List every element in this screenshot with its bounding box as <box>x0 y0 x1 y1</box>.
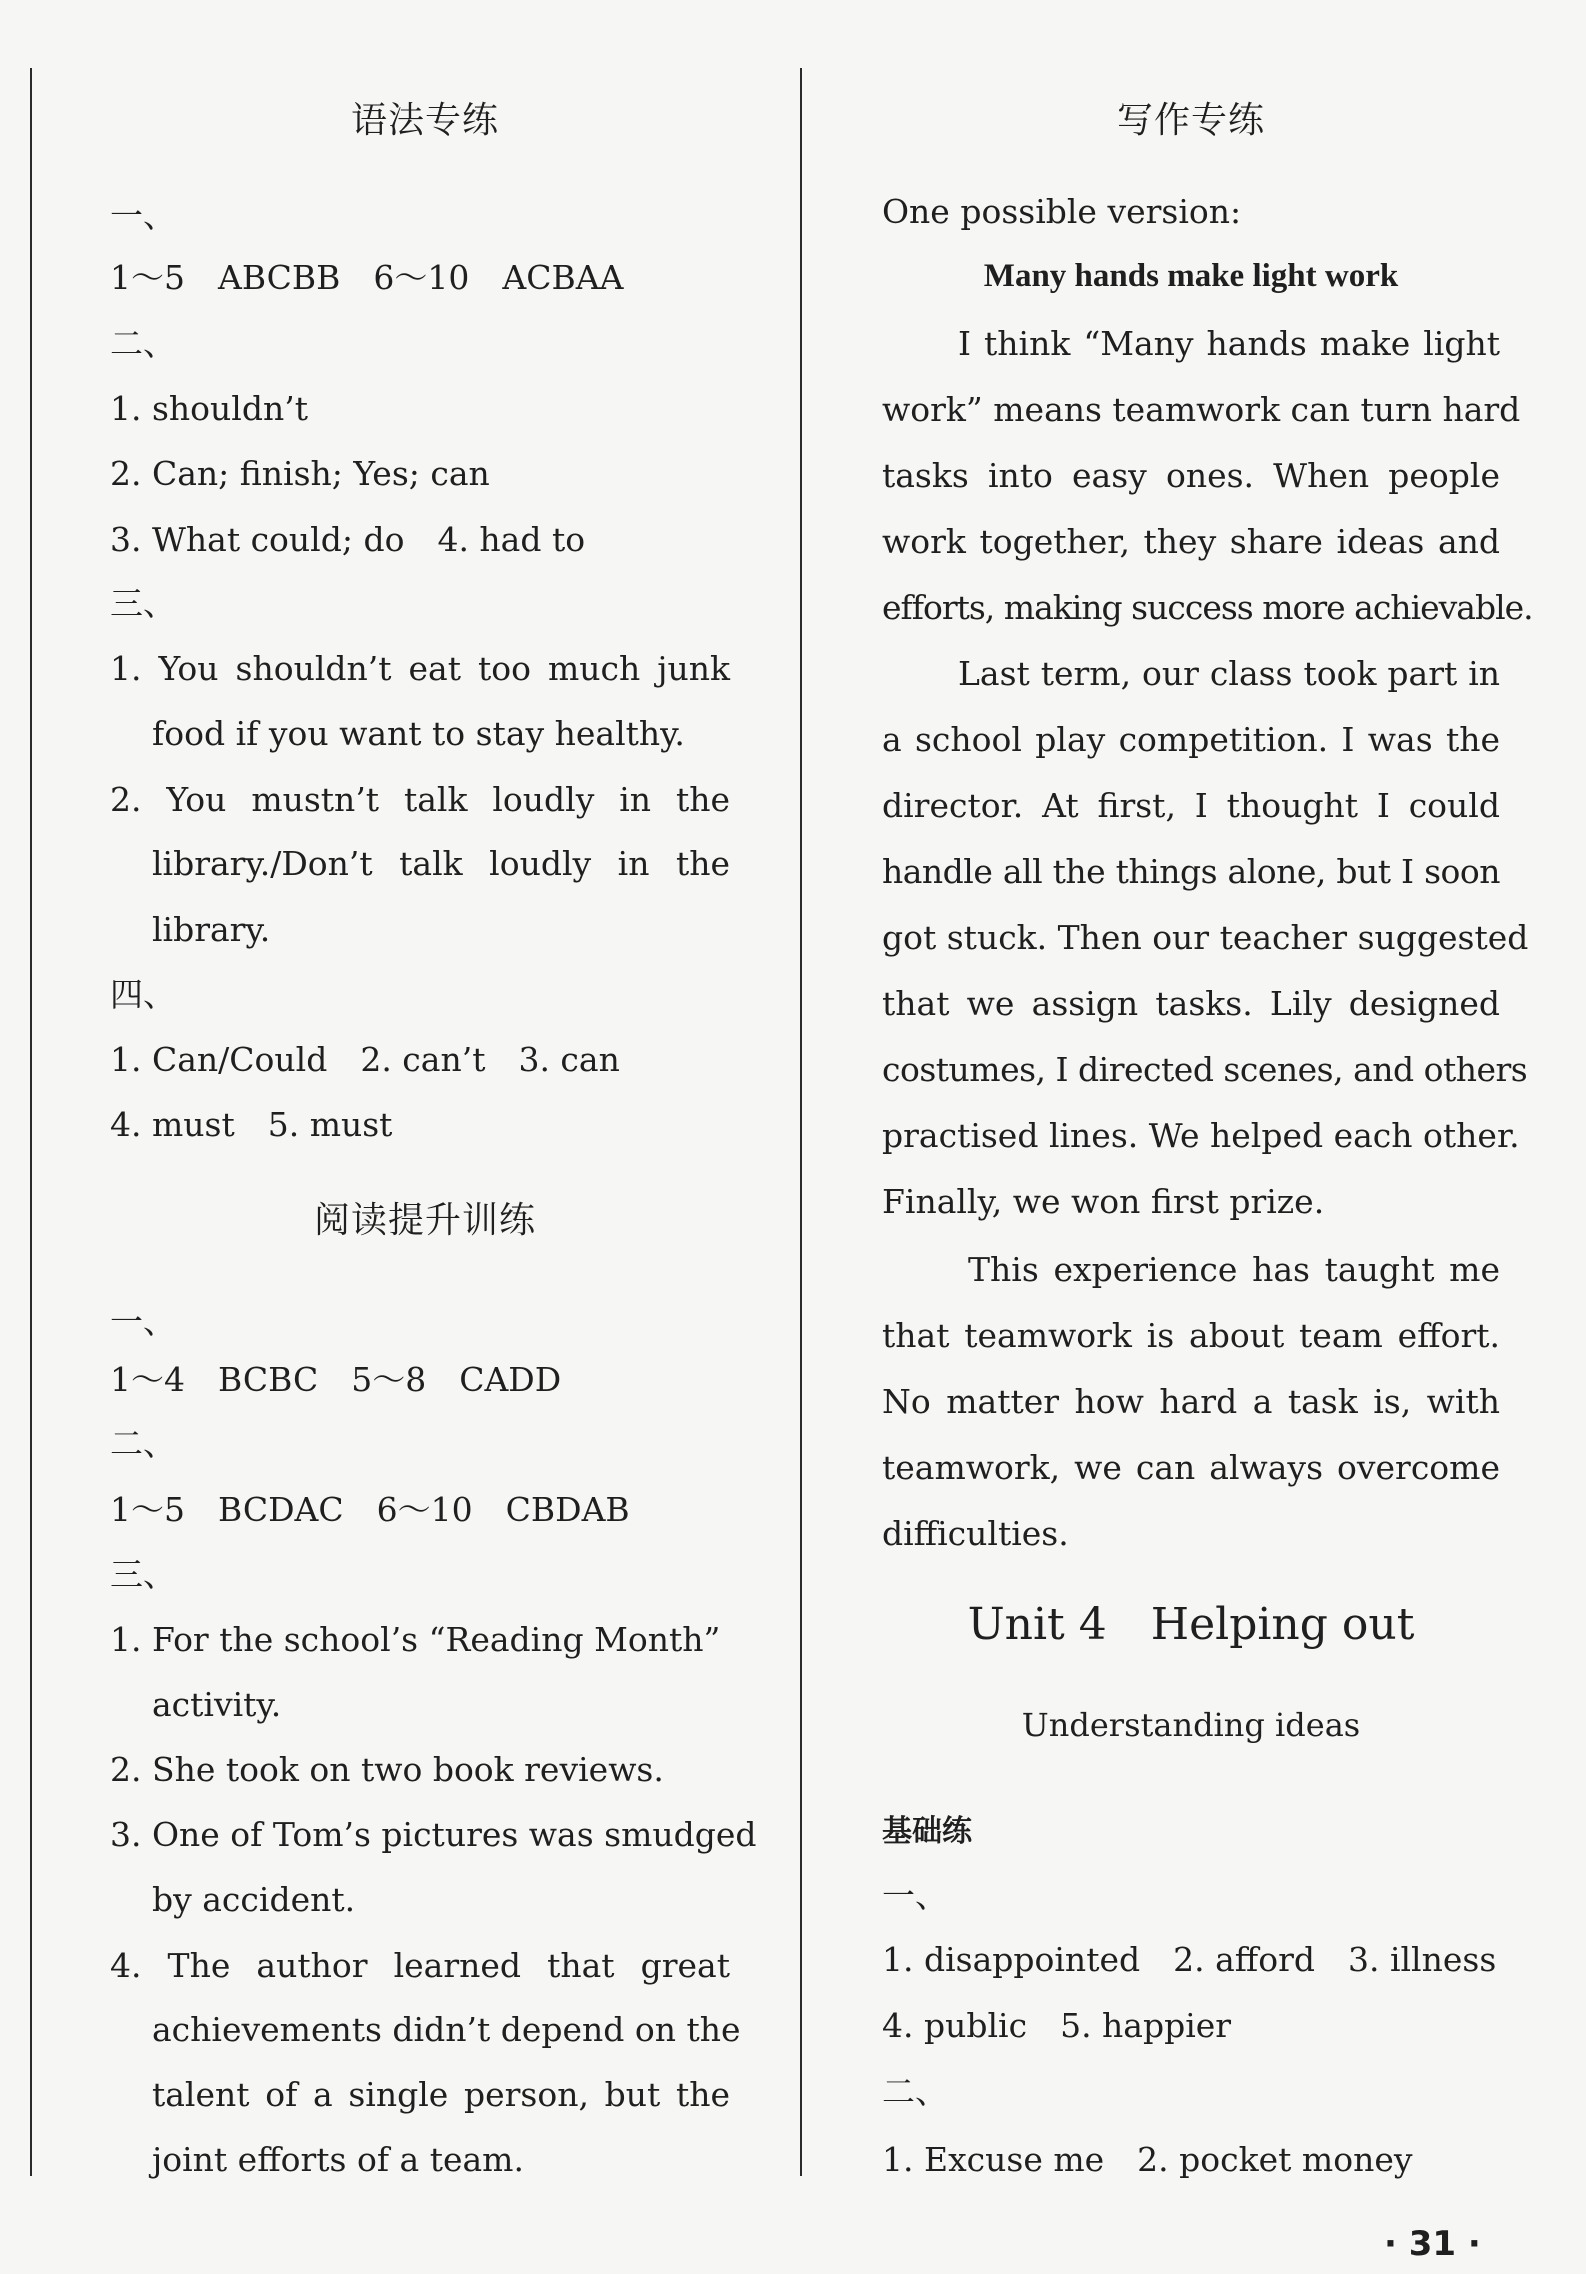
essay-line: Finally, we won first prize. <box>882 1182 1325 1221</box>
grammar-part2-label: 二、 <box>110 324 176 363</box>
grammar-part3-line: library. <box>152 910 271 949</box>
writing-section-title: 写作专练 <box>1116 100 1265 141</box>
essay-line: practised lines. We helped each other. <box>882 1116 1520 1155</box>
reading-part1-answers: 1～4 BCBC 5～8 CADD <box>110 1360 562 1399</box>
essay-line: efforts, making success more achievable. <box>882 588 1533 627</box>
unit-subtitle: Understanding ideas <box>1021 1706 1361 1744</box>
essay-line: got stuck. Then our teacher suggested <box>882 918 1529 957</box>
grammar-part3-line: 2. You mustn’t talk loudly in the <box>110 780 730 819</box>
grammar-part3-line: food if you want to stay healthy. <box>152 714 685 753</box>
grammar-part3-label: 三、 <box>110 584 176 623</box>
grammar-part3-line: library./Don’t talk loudly in the <box>152 844 730 883</box>
basic-part1-line: 4. public 5. happier <box>882 2006 1232 2045</box>
reading-part3-line: talent of a single person, but the <box>152 2075 730 2114</box>
reading-part3-line: 1. For the school’s “Reading Month” <box>110 1620 721 1659</box>
essay-title: Many hands make light work <box>983 258 1399 294</box>
basic-practice-tag: 基础练 <box>882 1814 972 1849</box>
grammar-part2-line: 3. What could; do 4. had to <box>110 520 586 559</box>
essay-line: work together, they share ideas and <box>882 522 1500 561</box>
basic-part1-label: 一、 <box>882 1876 948 1915</box>
grammar-part2-line: 2. Can; finish; Yes; can <box>110 454 490 493</box>
basic-part1-line: 1. disappointed 2. afford 3. illness <box>882 1940 1497 1979</box>
grammar-part4-label: 四、 <box>110 975 176 1014</box>
essay-line: tasks into easy ones. When people <box>882 456 1500 495</box>
essay-line: that we assign tasks. Lily designed <box>882 984 1500 1023</box>
reading-part3-line: 4. The author learned that great <box>110 1946 730 1985</box>
essay-line: No matter how hard a task is, with <box>882 1382 1500 1421</box>
grammar-part4-line: 4. must 5. must <box>110 1105 393 1144</box>
reading-part3-label: 三、 <box>110 1555 176 1594</box>
essay-line: director. At first, I thought I could <box>882 786 1500 825</box>
page-number: · 31 · <box>1384 2224 1481 2264</box>
essay-line: teamwork, we can always overcome <box>882 1448 1500 1487</box>
column-divider <box>800 68 802 2176</box>
reading-part3-line: activity. <box>152 1685 282 1724</box>
essay-line: I think “Many hands make light <box>958 324 1500 363</box>
essay-line: that teamwork is about team effort. <box>882 1316 1500 1355</box>
grammar-part1-answers: 1～5 ABCBB 6～10 ACBAA <box>110 258 624 297</box>
reading-part2-answers: 1～5 BCDAC 6～10 CBDAB <box>110 1490 630 1529</box>
essay-line: a school play competition. I was the <box>882 720 1500 759</box>
basic-part2-line: 1. Excuse me 2. pocket money <box>882 2140 1413 2179</box>
reading-part3-line: joint efforts of a team. <box>152 2140 524 2179</box>
reading-part3-line: achievements didn’t depend on the <box>152 2010 741 2049</box>
reading-part3-line: by accident. <box>152 1880 356 1919</box>
essay-line: Last term, our class took part in <box>958 654 1500 693</box>
reading-section-title: 阅读提升训练 <box>313 1200 536 1241</box>
essay-intro: One possible version: <box>882 192 1242 231</box>
grammar-part1-label: 一、 <box>110 196 176 235</box>
basic-part2-label: 二、 <box>882 2072 948 2111</box>
essay-line: costumes, I directed scenes, and others <box>882 1050 1528 1089</box>
essay-line: This experience has taught me <box>968 1250 1500 1289</box>
essay-line: handle all the things alone, but I soon <box>882 852 1500 891</box>
grammar-part3-line: 1. You shouldn’t eat too much junk <box>110 649 730 688</box>
grammar-section-title: 语法专练 <box>350 100 499 141</box>
left-margin-rule <box>30 68 32 2176</box>
unit-title: Unit 4 Helping out <box>967 1599 1415 1650</box>
grammar-part4-line: 1. Can/Could 2. can’t 3. can <box>110 1040 620 1079</box>
essay-line: difficulties. <box>882 1514 1069 1553</box>
grammar-part2-line: 1. shouldn’t <box>110 389 308 428</box>
essay-line: work” means teamwork can turn hard <box>882 390 1521 429</box>
reading-part3-line: 2. She took on two book reviews. <box>110 1750 664 1789</box>
reading-part2-label: 二、 <box>110 1424 176 1463</box>
reading-part3-line: 3. One of Tom’s pictures was smudged <box>110 1815 757 1854</box>
reading-part1-label: 一、 <box>110 1302 176 1341</box>
